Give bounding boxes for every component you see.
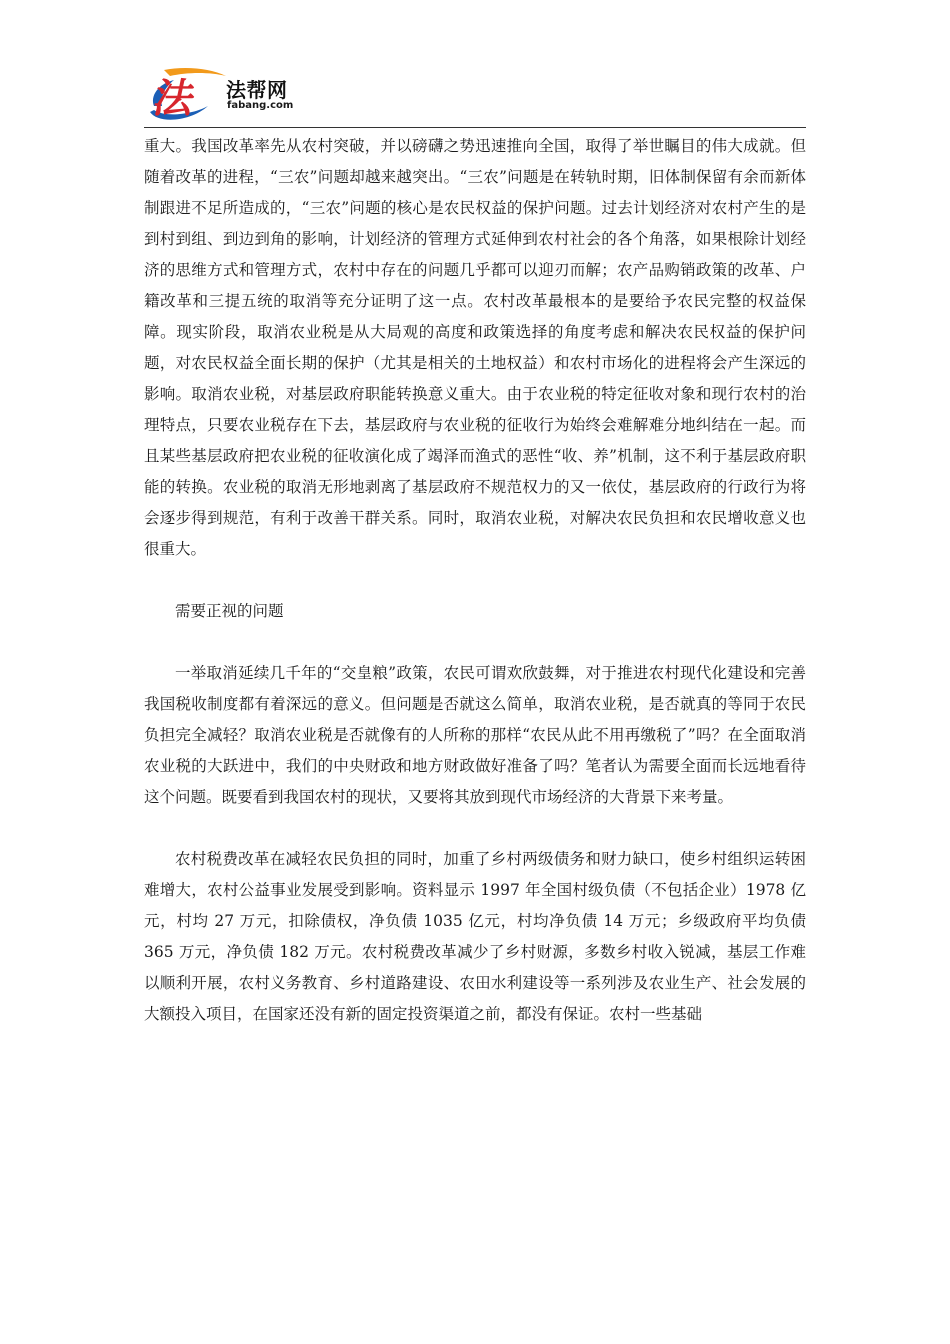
paragraph: 一举取消延续几千年的“交皇粮”政策，农民可谓欢欣鼓舞，对于推进农村现代化建设和完善我国税收制度都有着深远的意义。但问题是否就这么简单，取消农业税，是否就真的等同于农民负担完全减轻？取消农业税是否就像有的人所称的那样“农民从此不用再缴税了”吗？在全面取消农业税的大跃进中，我们的中央财政和地方财政做好准备了吗？笔者认为需要全面而长远地看待这个问题。既要看到我国农村的现状，又要将其放到现代市场经济的大背景下来考量。 <box>144 664 806 806</box>
paragraph: 农村税费改革在减轻农民负担的同时，加重了乡村两级债务和财力缺口，使乡村组织运转困难增大，农村公益事业发展受到影响。资料显示 1997 年全国村级负债（不包括企业）1978 亿元，村均 27 万元，扣除债权，净负债 1035 亿元，村均净负债 14 万元；乡级政府平均负债 365 万元，净负债 182 万元。农村税费改革减少了乡村财源，多数乡村收入锐减，基层工作难以顺利开展，农村义务教育、乡村道路建设、农田水利建设等一系列涉及农业生产、社会发展的大额投入项目，在国家还没有新的固定投资渠道之前，都没有保证。农村一些基础 <box>144 850 806 1023</box>
header-divider <box>144 127 806 128</box>
site-name: 法帮网 <box>226 78 288 102</box>
page-header <box>144 62 806 126</box>
article-body <box>144 131 806 1030</box>
site-domain: fabang.com <box>227 100 294 111</box>
logo-glyph: 法 <box>149 74 200 122</box>
fabang-logo-icon <box>144 62 232 126</box>
section-heading: 需要正视的问题 <box>175 602 284 620</box>
paragraph-continued: 重大。我国改革率先从农村突破，并以磅礴之势迅速推向全国，取得了举世瞩目的伟大成就。但随着改革的进程，“三农”问题却越来越突出。“三农”问题是在转轨时期，旧体制保留有余而新体制跟进不足所造成的，“三农”问题的核心是农民权益的保护问题。过去计划经济对农村产生的是到村到组、到边到角的影响，计划经济的管理方式延伸到农村社会的各个角落，如果根除计划经济的思维方式和管理方式，农村中存在的问题几乎都可以迎刃而解；农产品购销政策的改革、户籍改革和三提五统的取消等充分证明了这一点。农村改革最根本的是要给予农民完整的权益保障。现实阶段，取消农业税是从大局观的高度和政策选择的角度考虑和解决农民权益的保护问题，对农民权益全面长期的保护（尤其是相关的土地权益）和农村市场化的进程将会产生深远的影响。取消农业税，对基层政府职能转换意义重大。由于农业税的特定征收对象和现行农村的治理特点，只要农业税存在下去，基层政府与农业税的征收行为始终会难解难分地纠结在一起。而且某些基层政府把农业税的征收演化成了竭泽而渔式的恶性“收、养”机制，这不利于基层政府职能的转换。农业税的取消无形地剥离了基层政府不规范权力的又一依仗，基层政府的行政行为将会逐步得到规范，有利于改善干群关系。同时，取消农业税，对解决农民负担和农民增收意义也很重大。 <box>144 137 806 558</box>
